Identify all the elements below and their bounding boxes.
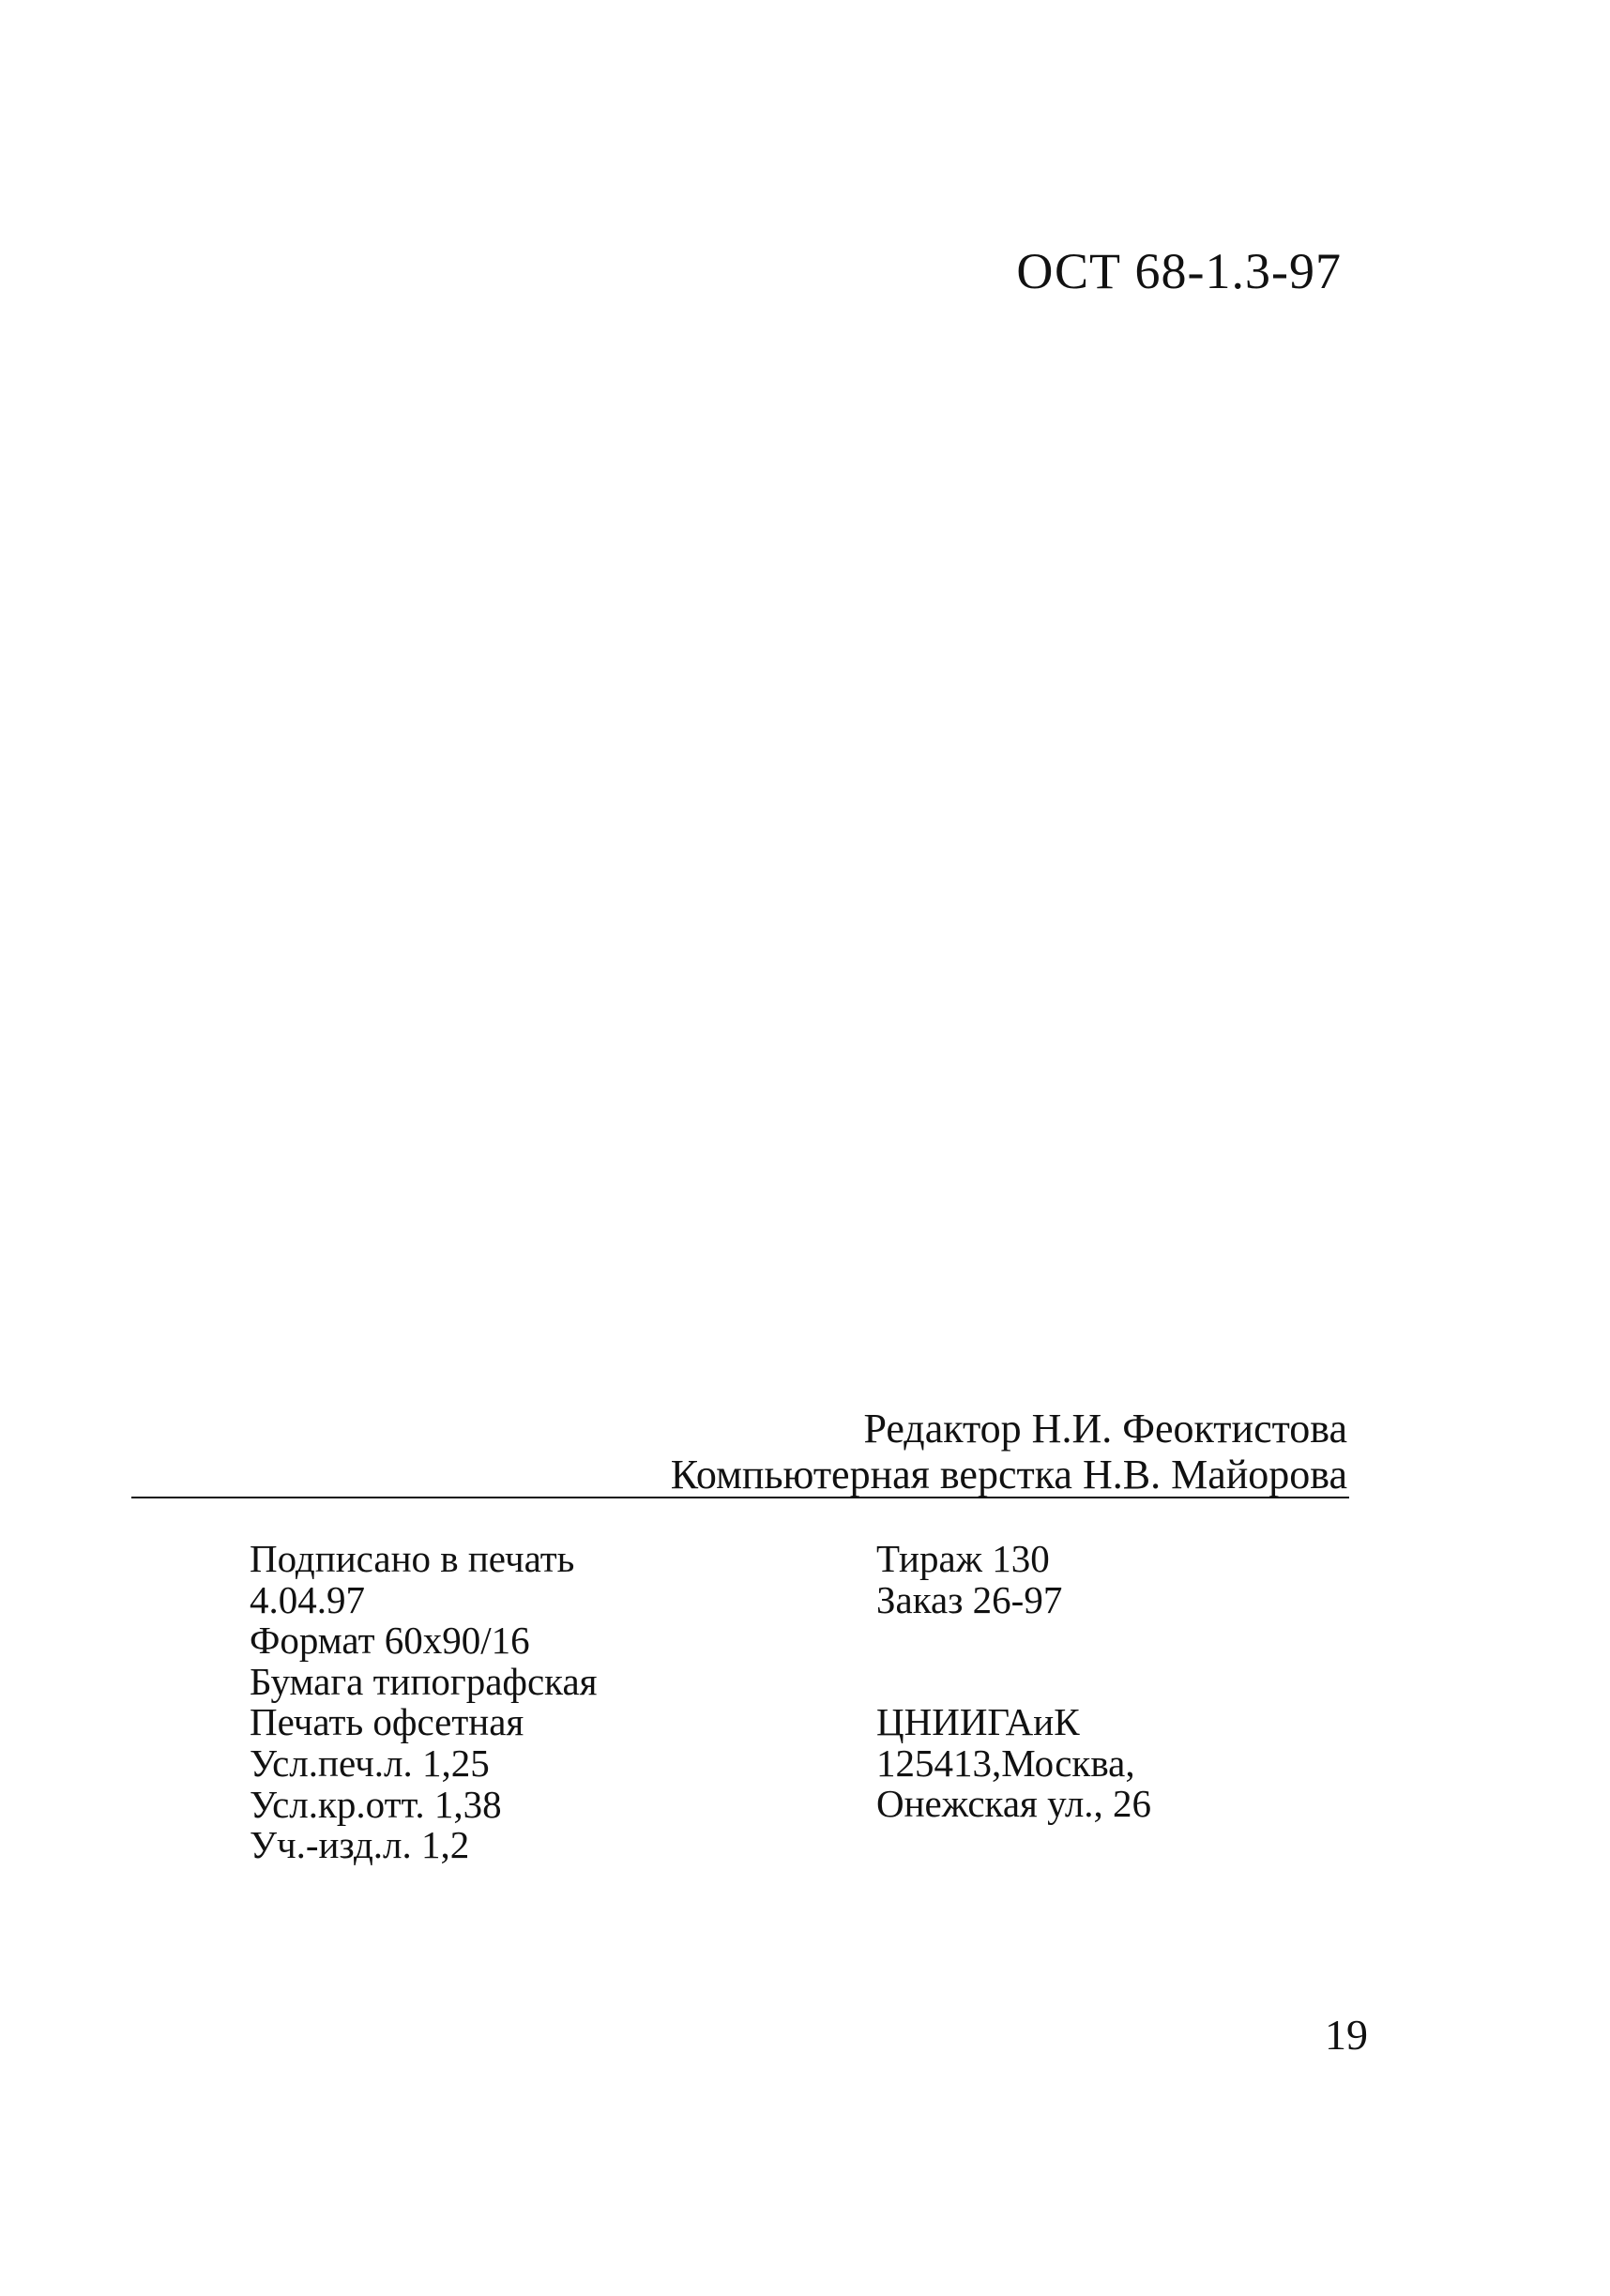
publisher-street: Онежская ул., 26 bbox=[876, 1782, 1152, 1826]
spacer bbox=[876, 1620, 1151, 1702]
print-run: Тираж 130 bbox=[876, 1537, 1050, 1580]
conventional-color-prints: Усл.кр.отт. 1,38 bbox=[250, 1782, 502, 1826]
publisher-name: ЦНИИГАиК bbox=[876, 1700, 1080, 1744]
conventional-print-sheets: Усл.печ.л. 1,25 bbox=[250, 1741, 490, 1785]
layout-credit: Компьютерная верстка Н.В. Майорова bbox=[670, 1452, 1347, 1498]
signed-for-print: Подписано в печать bbox=[250, 1537, 575, 1580]
publisher-details bbox=[876, 1539, 1151, 1825]
signed-date: 4.04.97 bbox=[250, 1577, 365, 1621]
paper-type: Бумага типографская bbox=[250, 1659, 598, 1703]
page-number: 19 bbox=[1325, 2011, 1368, 2059]
editor-credit: Редактор Н.И. Феоктистова bbox=[863, 1406, 1347, 1452]
order-number: Заказ 26-97 bbox=[876, 1577, 1063, 1621]
publisher-city: 125413,Москва, bbox=[876, 1741, 1135, 1785]
imprint-details bbox=[250, 1539, 598, 1866]
standard-code: ОСТ 68-1.3-97 bbox=[1016, 243, 1342, 299]
paper-format: Формат 60x90/16 bbox=[250, 1619, 530, 1663]
print-method: Печать офсетная bbox=[250, 1700, 524, 1744]
publisher-sheets: Уч.-изд.л. 1,2 bbox=[250, 1823, 470, 1867]
credits-block bbox=[671, 1406, 1347, 1498]
separator-rule bbox=[131, 1497, 1349, 1498]
